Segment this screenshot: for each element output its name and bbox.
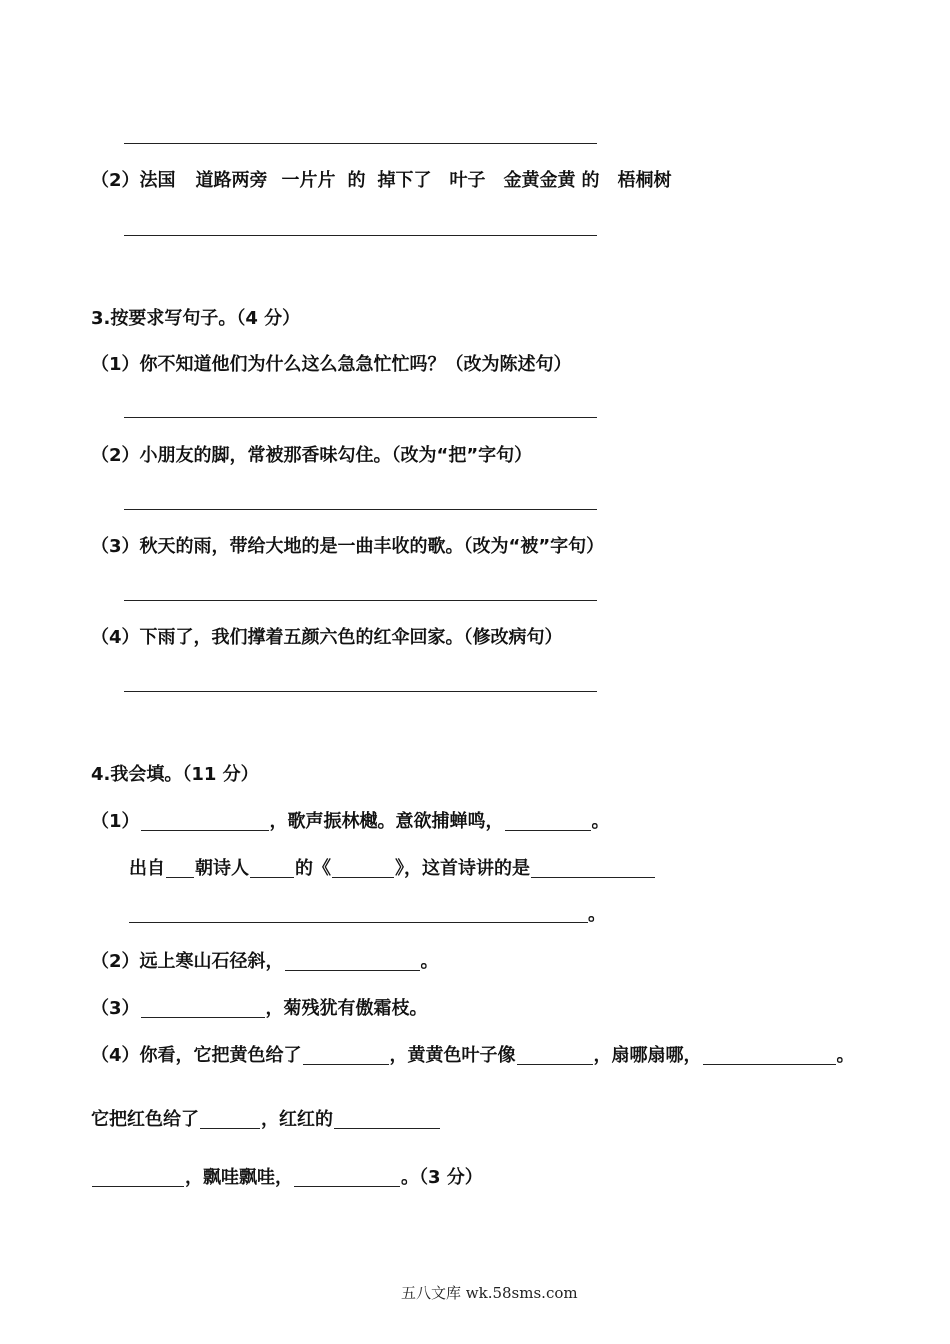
item-number: （4） — [91, 1045, 140, 1066]
section-3-item-4: （4）下雨了，我们撑着五颜六色的红伞回家。（修改病句） — [91, 627, 563, 648]
fill-blank[interactable] — [294, 1166, 400, 1187]
word: 金黄金黄 — [503, 170, 576, 191]
word: 道路两旁 — [195, 170, 268, 191]
fill-blank[interactable] — [200, 1108, 260, 1129]
section-4-item-1: （1） ，歌声振林樾。意欲捕蝉鸣， 。 — [91, 811, 610, 832]
fill-blank[interactable] — [334, 1108, 440, 1129]
word: 掉下了 — [377, 170, 432, 191]
answer-line[interactable] — [124, 509, 597, 510]
section-3-title: 3.按要求写句子。（4 分） — [91, 308, 301, 329]
answer-line[interactable] — [129, 922, 588, 923]
answer-line[interactable] — [124, 143, 597, 144]
section-4-item-3: （3） ，菊残犹有傲霜枝。 — [91, 998, 428, 1019]
word: 叶子 — [449, 170, 486, 191]
section-4-item-2: （2）远上寒山石径斜， 。 — [91, 951, 439, 972]
item-number: （2） — [91, 951, 140, 972]
section-3-item-2: （2）小朋友的脚，常被那香味勾住。（改为“把”字句） — [91, 445, 533, 466]
section-3-item-1: （1）你不知道他们为什么这么急急忙忙吗？（改为陈述句） — [91, 354, 572, 375]
section-4-item-4-line-3: ，飘哇飘哇， 。（3 分） — [91, 1166, 483, 1189]
answer-line[interactable] — [124, 691, 597, 692]
word: 法国 — [139, 170, 176, 191]
word: 的 — [347, 170, 366, 191]
fill-blank[interactable] — [505, 810, 591, 831]
answer-line[interactable] — [124, 600, 597, 601]
item-number: （1） — [91, 811, 140, 832]
fill-blank[interactable] — [332, 857, 394, 878]
item-number: （2） — [91, 170, 140, 191]
word: 一片片 — [281, 170, 336, 191]
answer-line[interactable] — [124, 417, 597, 418]
section-3-item-3: （3）秋天的雨，带给大地的是一曲丰收的歌。（改为“被”字句） — [91, 536, 605, 557]
section-4-title: 4.我会填。（11 分） — [91, 764, 259, 785]
item-number: （3） — [91, 998, 140, 1019]
fill-blank[interactable] — [517, 1044, 593, 1065]
fill-blank[interactable] — [166, 857, 194, 878]
fill-blank[interactable] — [303, 1044, 389, 1065]
fill-blank[interactable] — [285, 950, 420, 971]
section-4-item-4: （4）你看，它把黄色给了 ，黄黄色叶子像 ，扇哪扇哪， 。 — [91, 1045, 855, 1066]
answer-line[interactable] — [124, 235, 597, 236]
fill-blank[interactable] — [250, 857, 294, 878]
section-4-item-4-line-2: 它把红色给了 ，红红的 — [91, 1108, 441, 1131]
fill-blank[interactable] — [141, 810, 269, 831]
word: 梧桐树 — [617, 170, 672, 191]
word: 的 — [581, 170, 600, 191]
fill-blank[interactable] — [703, 1044, 836, 1065]
fill-blank[interactable] — [531, 857, 655, 878]
page-footer: 五八文库 wk.58sms.com — [401, 1284, 578, 1302]
q2-item-2 — [91, 170, 672, 192]
fill-blank[interactable] — [141, 997, 265, 1018]
sentence-end: 。 — [588, 904, 606, 925]
fill-blank[interactable] — [92, 1166, 184, 1187]
section-4-item-1-source: 出自 朝诗人 的《 》，这首诗讲的是 — [129, 857, 656, 880]
